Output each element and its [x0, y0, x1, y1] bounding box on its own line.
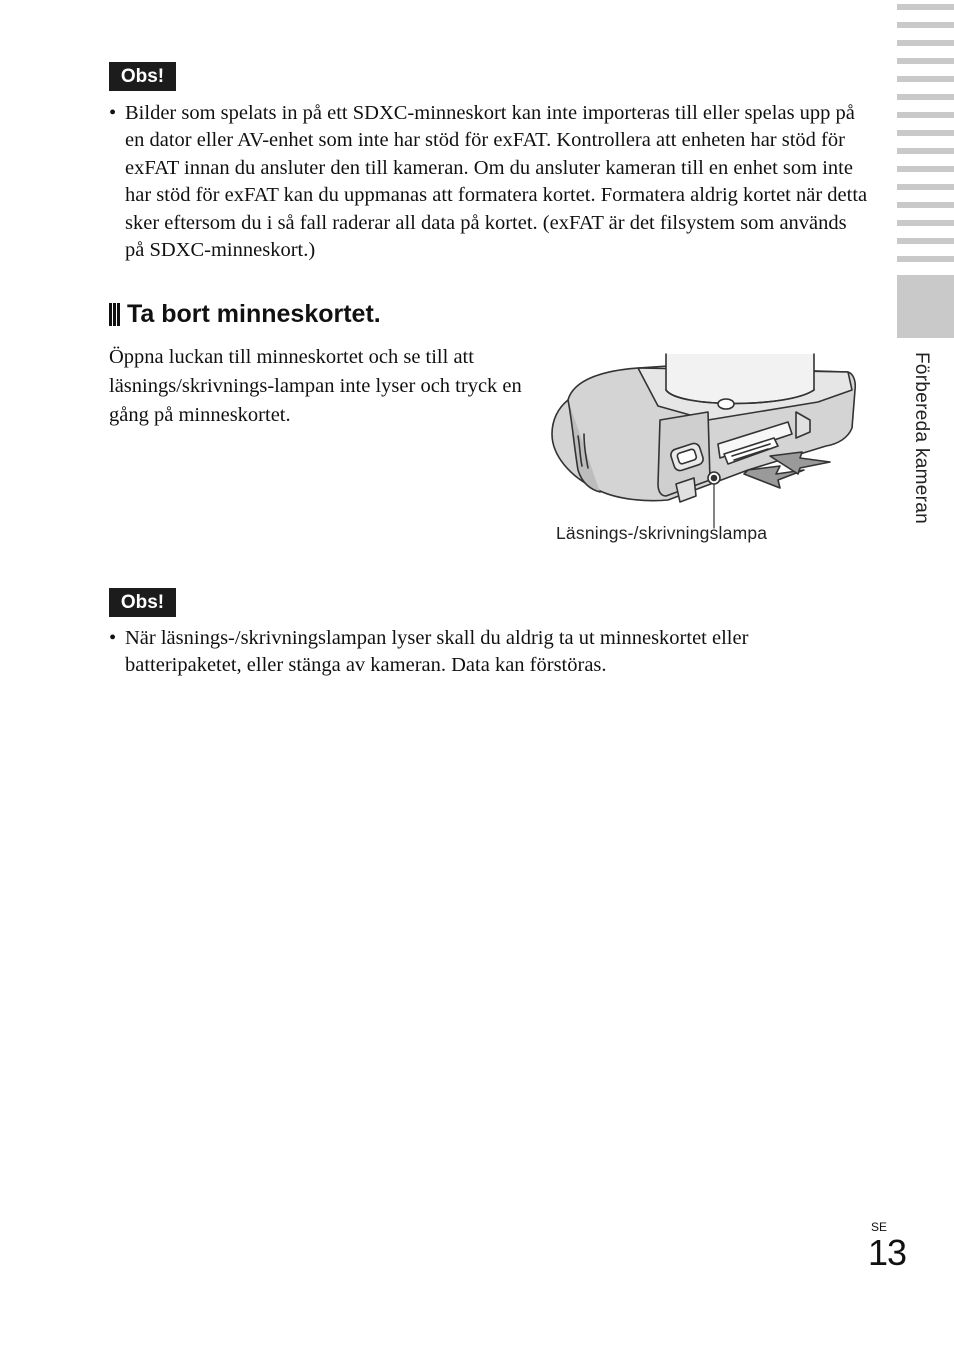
tab-active-block: [897, 275, 954, 338]
tab-stripe: [897, 112, 954, 118]
page-number: 13: [868, 1232, 907, 1273]
tab-stripe: [897, 76, 954, 82]
note-item: [109, 100, 869, 264]
tab-stripe: [897, 184, 954, 190]
note-list: [109, 625, 869, 680]
tab-stripe: [897, 220, 954, 226]
heading-marker-icon: [109, 303, 120, 326]
obs-badge: Obs!: [109, 588, 176, 617]
tab-stripe: [897, 256, 954, 262]
note-item-text: När läsnings-/skrivningslampan lyser skall du aldrig ta ut minneskortet eller batteripaketet, eller stänga av kameran. Data kan förstöras.: [125, 627, 749, 677]
instruction-text: Öppna luckan till minneskortet och se till att läsnings/skrivnings-lampan inte lyser och tryck en gång på minneskortet.: [109, 346, 522, 426]
figure-caption: Läsnings-/skrivningslampa: [556, 523, 768, 543]
tab-stripe: [897, 202, 954, 208]
section-heading: [109, 297, 381, 331]
tab-stripe: [897, 166, 954, 172]
section-tab: [897, 0, 954, 340]
tab-stripe: [897, 22, 954, 28]
bullet-icon: •: [109, 627, 117, 649]
tab-stripe: [897, 238, 954, 244]
tab-stripe: [897, 130, 954, 136]
obs-badge: Obs!: [109, 62, 176, 91]
note-item: [109, 625, 869, 680]
note-list: [109, 100, 869, 264]
bullet-icon: •: [109, 102, 117, 124]
tab-stripe: [897, 94, 954, 100]
tab-stripe: [897, 58, 954, 64]
side-tab-label: Förbereda kameran: [911, 352, 932, 524]
note-item-text: Bilder som spelats in på ett SDXC-minneskort kan inte importeras till eller spelas upp på en dator eller AV-enhet som inte har stöd för exFAT. Kontrollera att enheten har stöd för exFAT innan du ansluter den till kameran. Om du ansluter kameran till en enhet som inte har stöd för exFAT kan du uppmanas att formatera kortet. Formatera aldrig kortet när detta sker eftersom du i så fall raderar all data på kortet. (exFAT är det filsystem som används på SDXC-minneskort.): [125, 102, 868, 262]
tab-stripe: [897, 4, 954, 10]
tab-stripe: [897, 148, 954, 154]
page-region-code: SE: [871, 1220, 888, 1234]
heading-text: Ta bort minneskortet.: [127, 299, 381, 328]
tab-stripe: [897, 40, 954, 46]
